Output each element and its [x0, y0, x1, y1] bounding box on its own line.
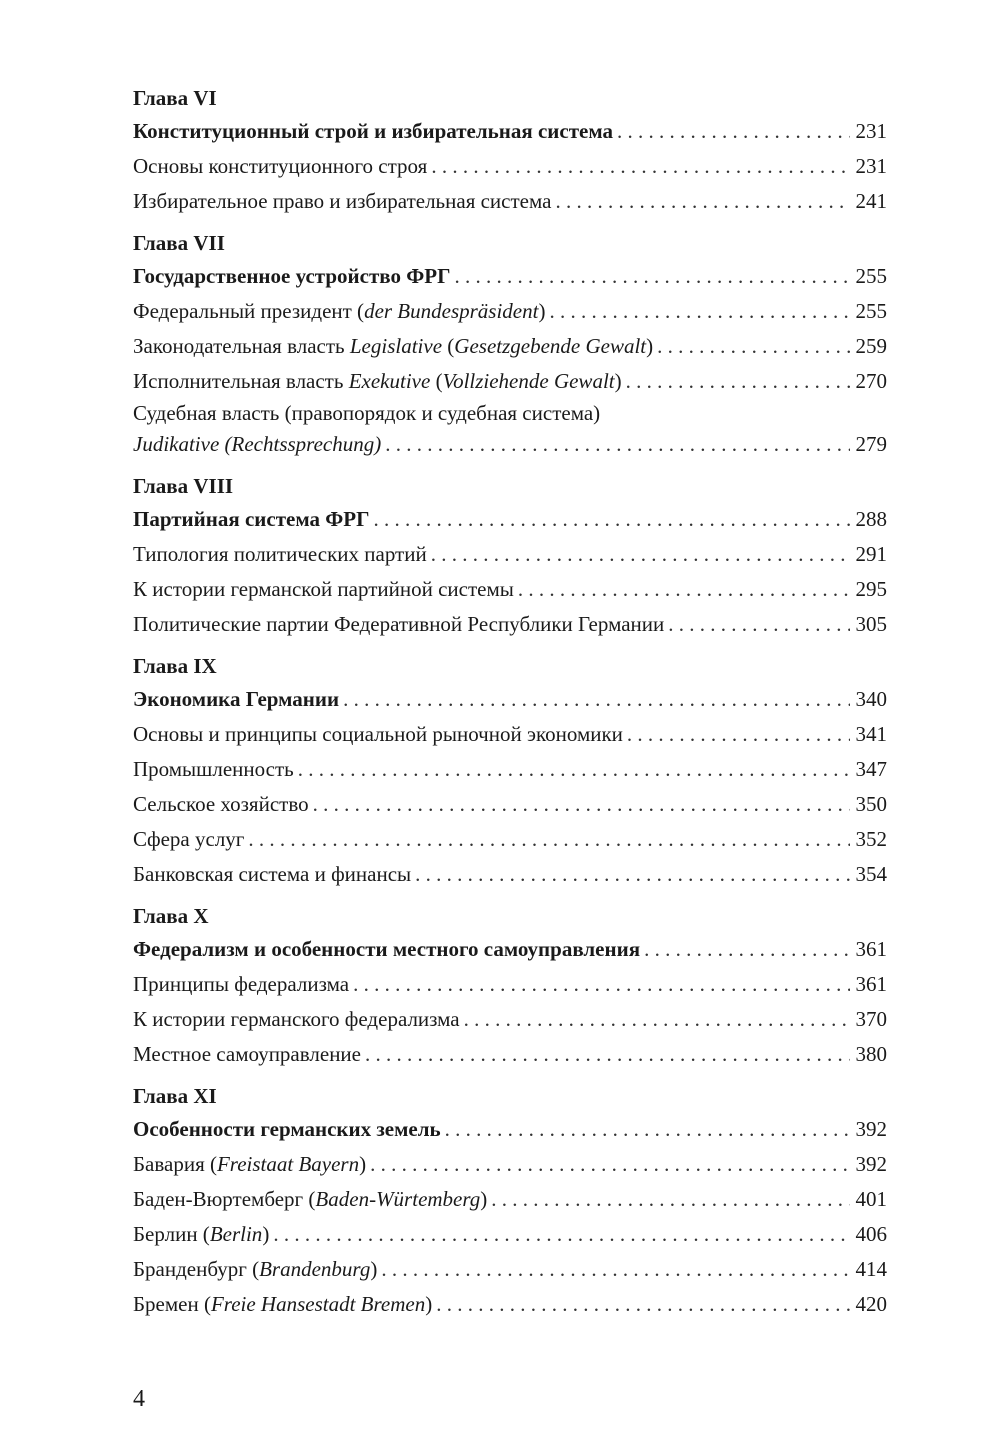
title-italic: Brandenburg — [259, 1257, 371, 1281]
toc-entry[interactable] — [133, 1217, 887, 1252]
toc-entry[interactable] — [133, 717, 887, 752]
entry-title: Местное самоуправление — [133, 1042, 361, 1066]
toc-entry[interactable] — [133, 1252, 887, 1287]
leader-dots — [491, 1182, 849, 1217]
leader-dots — [555, 184, 849, 219]
entry-title — [133, 1182, 487, 1217]
leader-dots — [617, 114, 849, 149]
entry-title: Основы и принципы социальной рыночной экономики — [133, 722, 623, 746]
title-italic: Freistaat Bayern — [216, 1152, 360, 1176]
title-text: Исполнительная власть — [133, 369, 349, 393]
leader-dots — [431, 149, 849, 184]
toc-entry[interactable] — [133, 857, 887, 892]
leader-dots — [343, 682, 849, 717]
entry-title: Государственное устройство ФРГ — [133, 264, 451, 288]
leader-dots — [373, 502, 849, 537]
entry-page: 231 — [855, 119, 887, 143]
chapter-label: Глава X — [133, 904, 209, 928]
title-text: Берлин ( — [133, 1222, 210, 1246]
toc-entry[interactable] — [133, 329, 887, 364]
title-italic: der Bundespräsident — [364, 299, 539, 323]
entry-title — [133, 364, 622, 399]
entry-page: 414 — [855, 1257, 887, 1281]
entry-title — [133, 1147, 366, 1182]
entry-page: 370 — [855, 1007, 887, 1031]
entry-page: 392 — [855, 1152, 887, 1176]
title-text: ( — [442, 334, 455, 358]
leader-dots — [518, 572, 850, 607]
leader-dots — [298, 752, 850, 787]
entry-title: Промышленность — [133, 757, 294, 781]
entry-title: Избирательное право и избирательная система — [133, 189, 552, 213]
table-of-contents — [133, 82, 887, 1330]
leader-dots — [464, 1002, 850, 1037]
entry-title: Типология политических партий — [133, 542, 427, 566]
entry-page: 347 — [855, 757, 887, 781]
entry-title: Основы конституционного строя — [133, 154, 428, 178]
leader-dots — [668, 607, 849, 642]
title-text: ) — [646, 334, 654, 358]
leader-dots — [385, 427, 849, 462]
entry-page: 361 — [855, 972, 887, 996]
entry-title — [133, 427, 381, 462]
leader-dots — [370, 1147, 849, 1182]
leader-dots — [431, 537, 850, 572]
title-text: Бавария ( — [133, 1152, 217, 1176]
entry-title: Политические партии Федеративной Республики Германии — [133, 612, 665, 636]
entry-title — [133, 1252, 377, 1287]
entry-page: 350 — [855, 792, 887, 816]
title-italic: Judikative (Rechtssprechung) — [133, 432, 382, 456]
leader-dots — [313, 787, 850, 822]
leader-dots — [626, 364, 850, 399]
toc-entry[interactable] — [133, 1112, 887, 1147]
toc-entry[interactable] — [133, 364, 887, 399]
leader-dots — [549, 294, 849, 329]
entry-title: Конституционный строй и избирательная система — [133, 119, 614, 143]
title-text: Баден-Вюртемберг ( — [133, 1187, 316, 1211]
leader-dots — [248, 822, 849, 857]
chapter-label: Глава IX — [133, 654, 217, 678]
entry-title: Федерализм и особенности местного самоуправления — [133, 937, 641, 961]
chapter-8 — [133, 470, 887, 642]
title-text: ) — [370, 1257, 378, 1281]
toc-entry[interactable] — [133, 682, 887, 717]
chapter-9 — [133, 650, 887, 892]
leader-dots — [627, 717, 850, 752]
title-text: ) — [538, 299, 546, 323]
toc-entry[interactable] — [133, 184, 887, 219]
toc-entry[interactable] — [133, 399, 887, 462]
toc-entry[interactable] — [133, 114, 887, 149]
title-italic: Berlin — [209, 1222, 263, 1246]
entry-page: 291 — [855, 542, 887, 566]
title-italic: Vollziehende Gewalt — [442, 369, 615, 393]
leader-dots — [273, 1217, 849, 1252]
entry-title: Партийная система ФРГ — [133, 507, 370, 531]
title-italic: Exekutive — [348, 369, 431, 393]
leader-dots — [381, 1252, 849, 1287]
entry-page: 279 — [855, 432, 887, 456]
title-text: Бремен ( — [133, 1292, 211, 1316]
toc-entry[interactable] — [133, 537, 887, 572]
entry-title — [133, 1217, 269, 1252]
leader-dots — [436, 1287, 849, 1322]
title-text: ) — [614, 369, 622, 393]
entry-page: 340 — [855, 687, 887, 711]
title-italic: Gesetzgebende Gewalt — [454, 334, 647, 358]
entry-page: 295 — [855, 577, 887, 601]
entry-title: Сфера услуг — [133, 827, 245, 851]
chapter-11 — [133, 1080, 887, 1322]
toc-entry[interactable] — [133, 572, 887, 607]
leader-dots — [445, 1112, 850, 1147]
leader-dots — [454, 259, 849, 294]
entry-page: 352 — [855, 827, 887, 851]
entry-page: 259 — [855, 334, 887, 358]
page-number: 4 — [133, 1386, 145, 1412]
toc-entry[interactable] — [133, 967, 887, 1002]
title-text: ) — [262, 1222, 270, 1246]
entry-page: 392 — [855, 1117, 887, 1141]
entry-page: 401 — [855, 1187, 887, 1211]
entry-page: 380 — [855, 1042, 887, 1066]
title-text: Законодательная власть — [133, 334, 350, 358]
title-text: ) — [480, 1187, 488, 1211]
toc-entry[interactable] — [133, 149, 887, 184]
toc-entry[interactable] — [133, 787, 887, 822]
entry-page: 255 — [855, 299, 887, 323]
entry-page: 231 — [855, 154, 887, 178]
title-italic: Baden-Würtemberg — [315, 1187, 481, 1211]
entry-page: 406 — [855, 1222, 887, 1246]
leader-dots — [657, 329, 849, 364]
toc-entry[interactable] — [133, 1287, 887, 1322]
title-text: Бранденбург ( — [133, 1257, 260, 1281]
chapter-label: Глава VI — [133, 86, 217, 110]
entry-title: К истории германского федерализма — [133, 1007, 460, 1031]
entry-title-line: Судебная власть (правопорядок и судебная система) — [133, 401, 601, 425]
chapter-label: Глава XI — [133, 1084, 217, 1108]
title-italic: Legislative — [349, 334, 443, 358]
toc-entry[interactable] — [133, 607, 887, 642]
leader-dots — [365, 1037, 850, 1072]
entry-title — [133, 294, 545, 329]
title-text: ( — [430, 369, 443, 393]
toc-entry[interactable] — [133, 1182, 887, 1217]
entry-title: Сельское хозяйство — [133, 792, 309, 816]
toc-entry[interactable] — [133, 1002, 887, 1037]
entry-title — [133, 329, 653, 364]
entry-title — [133, 1287, 432, 1322]
entry-page: 270 — [855, 369, 887, 393]
chapter-7 — [133, 227, 887, 462]
title-text: ) — [359, 1152, 367, 1176]
toc-entry[interactable] — [133, 752, 887, 787]
toc-entry[interactable] — [133, 1037, 887, 1072]
toc-entry[interactable] — [133, 502, 887, 537]
toc-entry[interactable] — [133, 932, 887, 967]
entry-page: 354 — [855, 862, 887, 886]
toc-entry[interactable] — [133, 1147, 887, 1182]
entry-page: 241 — [855, 189, 887, 213]
entry-title: К истории германской партийной системы — [133, 577, 514, 601]
title-italic: Freie Hansestadt Bremen — [210, 1292, 426, 1316]
entry-page: 255 — [855, 264, 887, 288]
entry-title: Особенности германских земель — [133, 1117, 441, 1141]
chapter-10 — [133, 900, 887, 1072]
entry-title: Банковская система и финансы — [133, 862, 412, 886]
chapter-6 — [133, 82, 887, 219]
entry-page: 341 — [855, 722, 887, 746]
chapter-label: Глава VIII — [133, 474, 234, 498]
title-text: ) — [425, 1292, 433, 1316]
chapter-label: Глава VII — [133, 231, 225, 255]
toc-entry[interactable] — [133, 822, 887, 857]
leader-dots — [644, 932, 849, 967]
entry-page: 288 — [855, 507, 887, 531]
entry-title: Принципы федерализма — [133, 972, 350, 996]
leader-dots — [353, 967, 849, 1002]
toc-entry[interactable] — [133, 294, 887, 329]
entry-page: 305 — [855, 612, 887, 636]
title-text: Федеральный президент ( — [133, 299, 365, 323]
entry-title-line — [133, 427, 887, 462]
leader-dots — [415, 857, 849, 892]
toc-entry[interactable] — [133, 259, 887, 294]
entry-title: Экономика Германии — [133, 687, 340, 711]
entry-page: 420 — [855, 1292, 887, 1316]
entry-page: 361 — [855, 937, 887, 961]
